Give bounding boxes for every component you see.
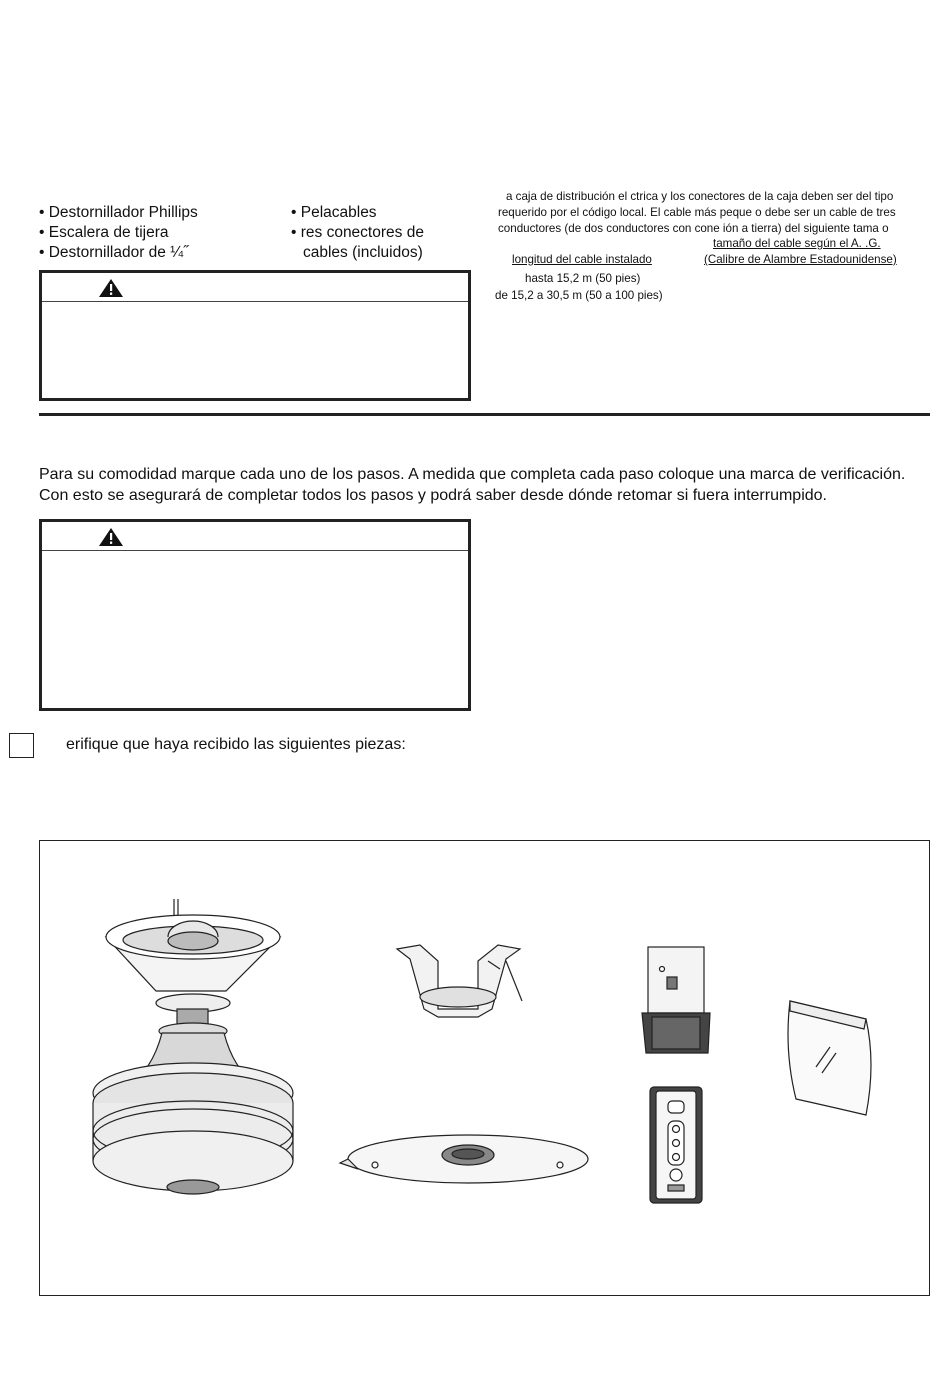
wiring-table-header-length: longitud del cable instalado	[512, 253, 652, 266]
tool-item: • Destornillador de ¼˝	[39, 244, 189, 261]
wiring-table-row: de 15,2 a 30,5 m (50 a 100 pies)	[495, 289, 663, 302]
intro-line: Con esto se asegurará de completar todos los pasos y podrá saber desde dónde retomar si fuera interrumpido.	[39, 487, 827, 504]
tools-list-col1	[39, 203, 198, 263]
checklist-label: erifique que haya recibido las siguientes piezas:	[66, 736, 406, 753]
warning-triangle-icon	[98, 278, 124, 303]
intro-line: Para su comodidad marque cada uno de los pasos. A medida que completa cada paso coloque una marca de verificación.	[39, 466, 906, 483]
warning-box	[39, 270, 471, 401]
tool-item: • Destornillador Phillips	[39, 204, 198, 221]
warning-box	[39, 519, 471, 711]
wiring-text-2: requerido por el código local. El cable más peque o debe ser un cable de tres	[498, 206, 896, 219]
fan-motor-assembly	[93, 899, 293, 1194]
tool-item: cables (incluidos)	[303, 244, 423, 261]
wiring-table-header-gauge: (Calibre de Alambre Estadounidense)	[704, 253, 897, 266]
mounting-plate	[340, 1135, 588, 1183]
warning-header	[42, 273, 468, 302]
parts-illustration	[40, 841, 929, 1295]
wiring-text-1: a caja de distribución el ctrica y los conectores de la caja deben ser del tipo	[506, 190, 894, 203]
warning-triangle-icon	[98, 527, 124, 552]
wiring-text-3: conductores (de dos conductores con cone ión a tierra) del siguiente tama o	[498, 222, 889, 235]
hanger-bracket	[397, 945, 522, 1017]
parts-box	[39, 840, 930, 1296]
remote-receiver	[642, 947, 710, 1053]
section-divider	[39, 413, 930, 416]
step-checkbox[interactable]	[9, 733, 34, 758]
tools-list-col2	[291, 203, 424, 263]
wiring-table-gauge-size: tamaño del cable según el A. .G.	[713, 237, 881, 250]
tool-item: • Escalera de tijera	[39, 224, 169, 241]
warning-header	[42, 522, 468, 551]
tool-item: • Pelacables	[291, 204, 377, 221]
wiring-table-row: hasta 15,2 m (50 pies)	[525, 272, 641, 285]
tool-item: • res conectores de	[291, 224, 424, 241]
remote-control	[650, 1087, 702, 1203]
hardware-bag	[788, 1001, 871, 1115]
